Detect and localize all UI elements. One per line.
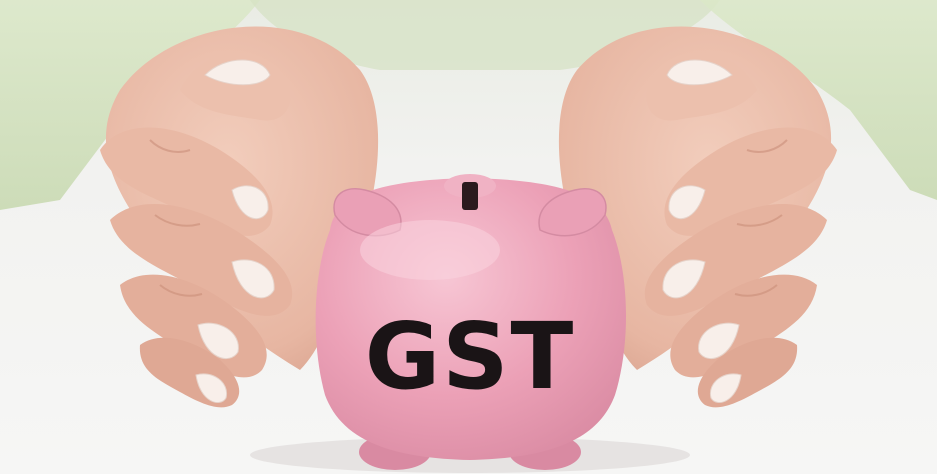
coin-slot [462,182,478,210]
piggy-bank [316,174,626,470]
piggy-highlight [360,220,500,280]
gst-label: GST [364,303,576,410]
